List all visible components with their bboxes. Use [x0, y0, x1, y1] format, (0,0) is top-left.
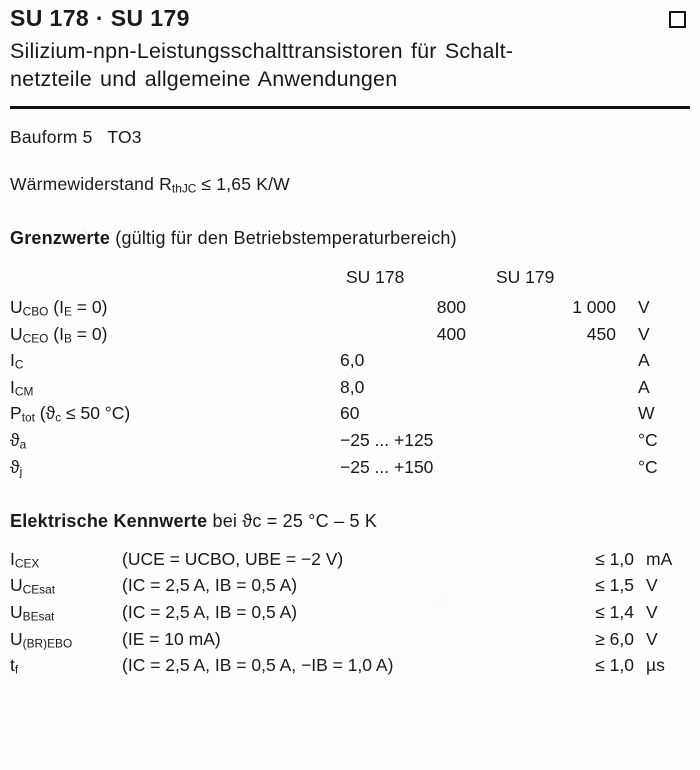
electrical-value: ≥ 6,0: [595, 628, 634, 649]
sym-base: I: [10, 376, 15, 397]
electrical-value: ≤ 1,0: [595, 548, 634, 569]
limits-unit: V: [638, 296, 650, 317]
thermal-subscript: thJC: [171, 181, 197, 196]
table-row: [10, 428, 678, 455]
page-title: SU 178 · SU 179: [10, 5, 190, 31]
limits-unit: A: [638, 376, 650, 397]
limits-table: [10, 265, 678, 481]
sym-sub: CEX: [14, 556, 40, 571]
electrical-value: ≤ 1,4: [595, 601, 634, 622]
header-divider: [10, 106, 690, 109]
limits-header-su179: SU 179: [496, 266, 555, 287]
sym-sub: (BR)EBO: [22, 636, 73, 651]
electrical-heading-bold: Elektrische Kennwerte: [10, 511, 208, 532]
table-row: [10, 599, 678, 626]
subtitle-line-1: Silizium-npn-Leistungsschalttransistoren für Schalt-: [10, 39, 514, 64]
limits-symbol: [10, 455, 340, 482]
electrical-value: ≤ 1,5: [595, 575, 634, 596]
subtitle-line-2: netzteile und allgemeine Anwendungen: [10, 66, 398, 91]
sym-base: P: [10, 403, 22, 424]
limits-heading-rest: (gültig für den Betriebstemperaturbereich): [110, 227, 457, 248]
table-row: [10, 455, 678, 482]
sym-sub: f: [14, 662, 19, 677]
limits-heading: [10, 228, 692, 249]
limits-value-179: 450: [586, 323, 616, 344]
package-line: [10, 127, 692, 148]
limits-value-common: −25 ... +150: [340, 456, 434, 477]
sym-sub: CBO: [22, 304, 49, 319]
electrical-symbol: [10, 546, 122, 573]
table-row: [10, 322, 678, 349]
limits-value-common: 8,0: [340, 376, 365, 397]
electrical-condition: (IE = 10 mA): [122, 628, 221, 649]
table-row: [10, 653, 678, 680]
electrical-table: [10, 546, 678, 679]
electrical-condition: (IC = 2,5 A, IB = 0,5 A): [122, 601, 298, 622]
electrical-unit: µs: [646, 655, 665, 676]
thermal-suffix: ≤ 1,65 K/W: [196, 174, 290, 195]
limits-symbol: [10, 401, 340, 428]
limits-unit: V: [638, 323, 650, 344]
electrical-symbol: [10, 653, 122, 680]
sym-sub: BEsat: [22, 609, 55, 624]
sym-base: U: [10, 575, 23, 596]
table-row: [10, 573, 678, 600]
limits-value-178: 400: [436, 323, 466, 344]
package-label: Bauform 5: [10, 127, 93, 148]
limits-header-row: [10, 265, 678, 295]
table-row: [10, 546, 678, 573]
limits-symbol: [10, 375, 340, 402]
limits-header-su178: SU 178: [346, 266, 405, 287]
electrical-unit: V: [646, 575, 658, 596]
cond-end: ≤ 50 °C): [61, 403, 131, 424]
limits-heading-bold: Grenzwerte: [10, 227, 111, 248]
sym-sub: CEsat: [22, 582, 56, 597]
cond-base: (ϑ: [34, 403, 56, 424]
limits-value-179: 1 000: [572, 296, 616, 317]
limits-unit: A: [638, 350, 650, 371]
electrical-unit: V: [646, 628, 658, 649]
sym-base: U: [10, 296, 23, 317]
sym-base: I: [10, 350, 15, 371]
sym-sub: CM: [14, 384, 34, 399]
sym-sub: CEO: [22, 331, 49, 346]
table-row: [10, 295, 678, 322]
sym-sub: j: [19, 464, 23, 479]
limits-unit: W: [638, 403, 655, 424]
table-row: [10, 401, 678, 428]
thermal-resistance-line: [10, 174, 692, 196]
page-subtitle: [10, 38, 692, 93]
electrical-condition: (IC = 2,5 A, IB = 0,5 A): [122, 575, 298, 596]
limits-symbol: [10, 295, 340, 322]
sym-base: U: [10, 628, 23, 649]
title-row: [8, 6, 692, 31]
sym-base: t: [10, 655, 15, 676]
cond-end: = 0): [71, 323, 108, 344]
sym-sub: tot: [21, 410, 35, 425]
sym-base: U: [10, 601, 23, 622]
table-row: [10, 348, 678, 375]
sym-sub: C: [14, 357, 24, 372]
electrical-unit: V: [646, 601, 658, 622]
electrical-value: ≤ 1,0: [595, 655, 634, 676]
cond-end: = 0): [71, 296, 108, 317]
electrical-condition: (UCE = UCBO, UBE = −2 V): [122, 548, 344, 569]
electrical-unit: mA: [646, 548, 673, 569]
cond-sub: E: [63, 304, 72, 319]
limits-value-178: 800: [436, 296, 466, 317]
electrical-condition: (IC = 2,5 A, IB = 0,5 A, −IB = 1,0 A): [122, 655, 394, 676]
electrical-symbol: [10, 573, 122, 600]
limits-symbol: [10, 322, 340, 349]
limits-header-symbol: [10, 265, 340, 295]
sym-base: ϑ: [10, 456, 20, 477]
table-row: [10, 375, 678, 402]
electrical-symbol: [10, 626, 122, 653]
thermal-prefix: Wärmewiderstand R: [10, 174, 172, 195]
limits-header-unit: [638, 265, 678, 295]
cond-base: (I: [48, 296, 64, 317]
limits-unit: °C: [638, 456, 658, 477]
cond-sub: c: [55, 410, 62, 425]
cond-base: (I: [48, 323, 64, 344]
electrical-heading: [10, 511, 692, 532]
cond-sub: B: [63, 331, 72, 346]
sym-base: I: [10, 548, 15, 569]
limits-symbol: [10, 428, 340, 455]
limits-symbol: [10, 348, 340, 375]
electrical-symbol: [10, 599, 122, 626]
electrical-heading-rest: bei ϑc = 25 °C – 5 K: [207, 511, 378, 532]
limits-unit: °C: [638, 429, 658, 450]
package-value: TO3: [107, 127, 142, 148]
sym-base: ϑ: [10, 429, 20, 450]
sym-base: U: [10, 323, 23, 344]
limits-value-common: −25 ... +125: [340, 429, 434, 450]
table-row: [10, 626, 678, 653]
sym-sub: a: [19, 437, 27, 452]
limits-value-common: 60: [340, 403, 360, 424]
limits-value-common: 6,0: [340, 350, 365, 371]
square-outline-icon: [669, 11, 686, 28]
